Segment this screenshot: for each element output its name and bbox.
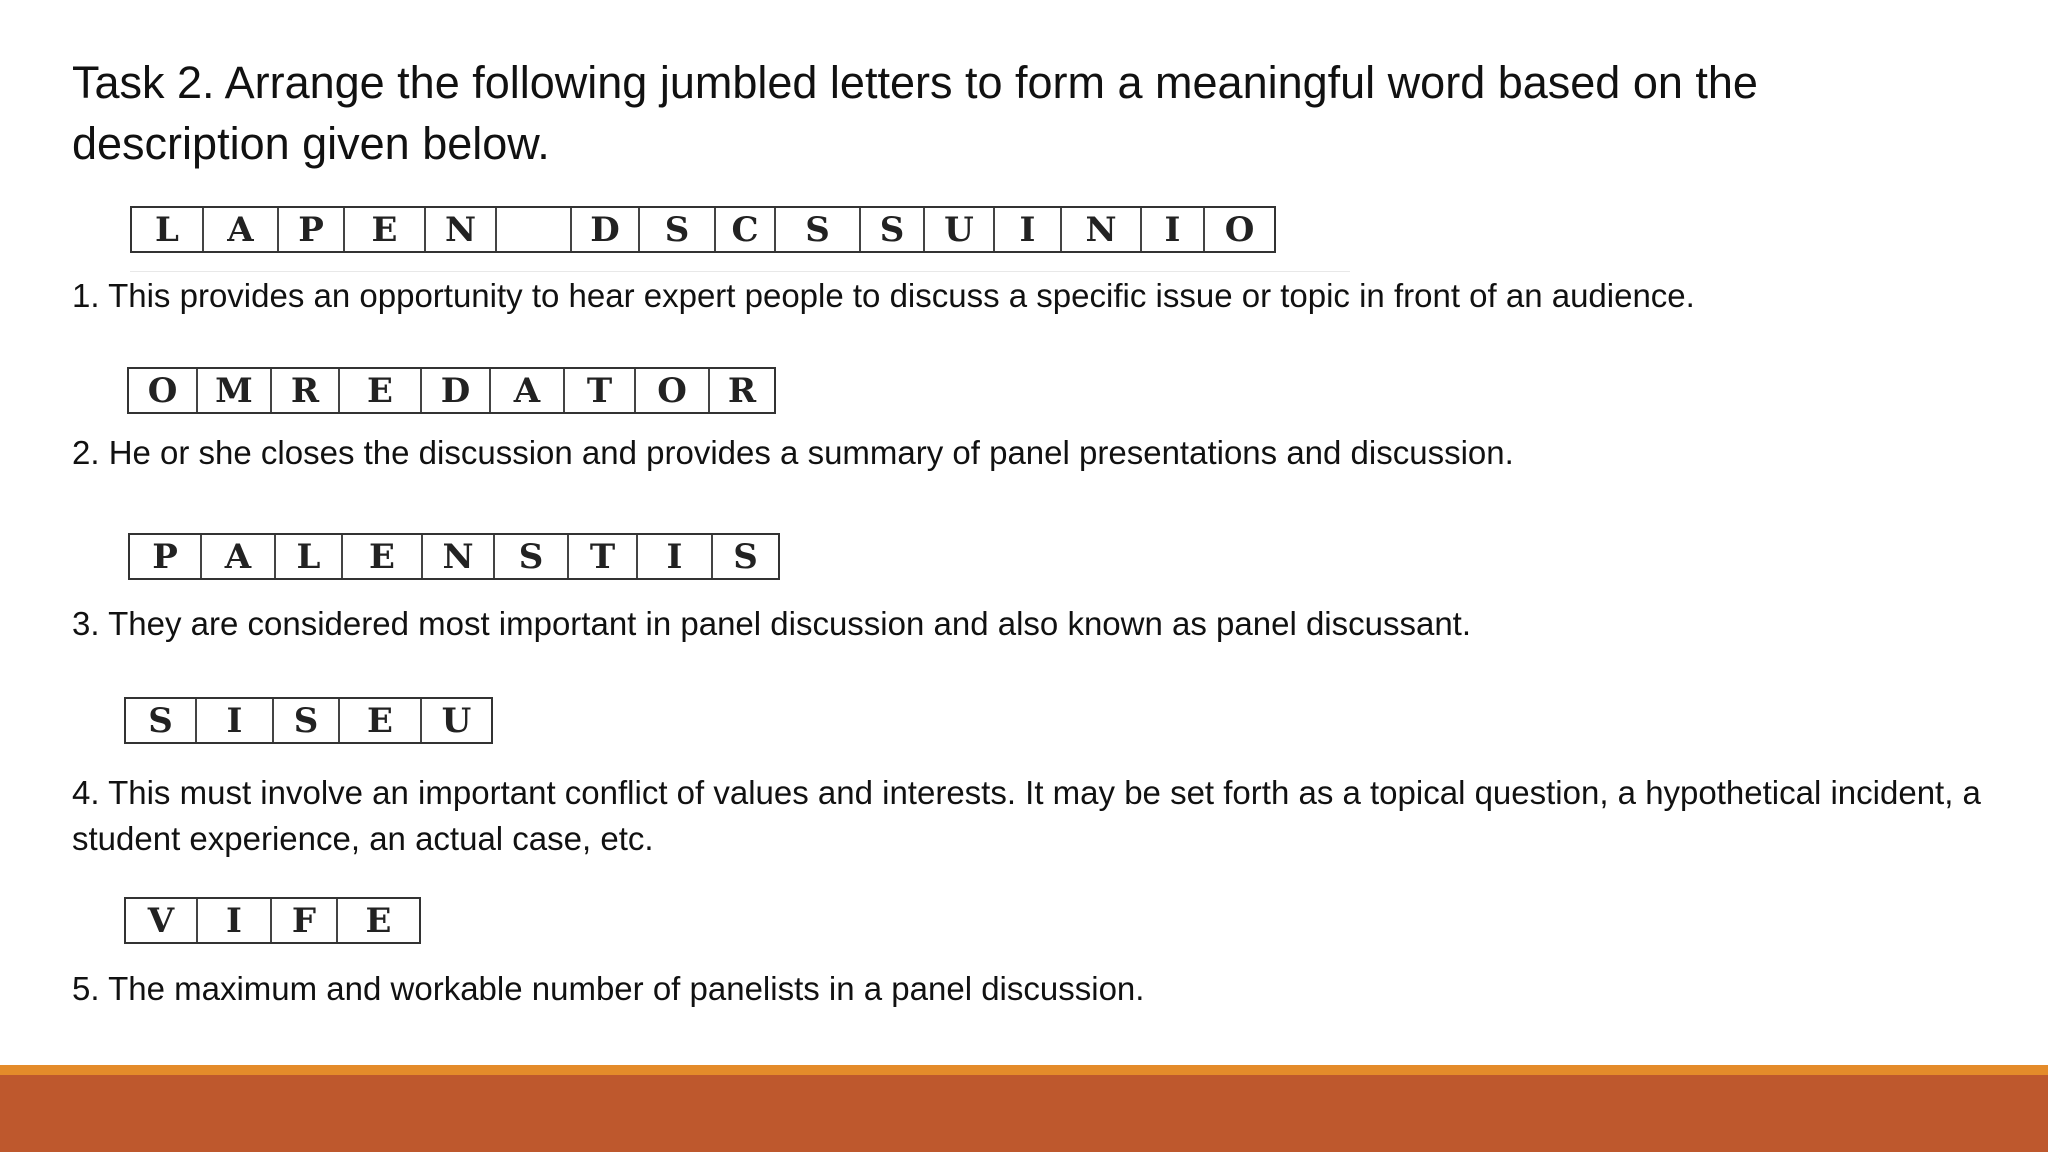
- letter-cell: N: [426, 208, 497, 251]
- letter-cell: S: [126, 699, 197, 742]
- letter-cell: S: [274, 699, 340, 742]
- letter-cell: R: [272, 369, 340, 412]
- letter-cell: R: [727, 370, 757, 411]
- letter-grid-1: [130, 206, 1276, 253]
- letter-cell: N: [423, 535, 495, 578]
- letter-cell: I: [198, 899, 272, 942]
- letter-cell: E: [343, 535, 423, 578]
- letter-cell: C: [716, 208, 776, 251]
- letter-grid-3: [128, 533, 780, 580]
- divider: [130, 271, 1350, 272]
- letter-cell: P: [279, 208, 345, 251]
- letter-cell: F: [272, 899, 338, 942]
- letter-cell: S: [495, 535, 569, 578]
- letter-cell: S: [733, 536, 758, 577]
- footer-band: [0, 1075, 2048, 1152]
- letter-cell: E: [345, 208, 426, 251]
- letter-cell: V: [126, 899, 198, 942]
- item-description-1: 1. This provides an opportunity to hear expert people to discuss a specific issue or topic in front of an audience.: [72, 277, 1695, 314]
- letter-cell: O: [129, 369, 198, 412]
- letter-cell: O: [636, 369, 710, 412]
- item-description-5: 5. The maximum and workable number of panelists in a panel discussion.: [72, 970, 1145, 1007]
- letter-grid-4: [124, 697, 493, 744]
- letter-grid-2: [127, 367, 776, 414]
- letter-cell: I: [995, 208, 1062, 251]
- letter-cell: A: [204, 208, 279, 251]
- task-title: Task 2. Arrange the following jumbled letters to form a meaningful word based on the description given below.: [72, 57, 1758, 169]
- letter-cell: N: [1062, 208, 1142, 251]
- letter-cell: S: [640, 208, 716, 251]
- letter-cell: O: [1224, 209, 1255, 250]
- letter-cell: D: [572, 208, 640, 251]
- letter-cell: E: [340, 699, 422, 742]
- letter-cell: [497, 208, 572, 251]
- letter-cell: D: [422, 369, 491, 412]
- letter-cell: E: [340, 369, 422, 412]
- letter-cell: I: [1142, 208, 1205, 251]
- letter-cell: S: [776, 208, 861, 251]
- letter-cell: S: [861, 208, 925, 251]
- letter-grid-5: [124, 897, 421, 944]
- letter-cell: I: [197, 699, 274, 742]
- letter-cell: U: [925, 208, 995, 251]
- letter-cell: L: [276, 535, 343, 578]
- item-description-2: 2. He or she closes the discussion and provides a summary of panel presentations and discussion.: [72, 434, 1514, 471]
- letter-cell: U: [441, 700, 472, 741]
- letter-cell: A: [202, 535, 276, 578]
- letter-cell: L: [132, 208, 204, 251]
- letter-cell: T: [565, 369, 636, 412]
- letter-cell: I: [638, 535, 713, 578]
- letter-cell: M: [198, 369, 272, 412]
- letter-cell: T: [569, 535, 638, 578]
- letter-cell: A: [491, 369, 565, 412]
- footer-stripe: [0, 1065, 2048, 1075]
- letter-cell: P: [130, 535, 202, 578]
- item-description-3: 3. They are considered most important in panel discussion and also known as panel discussant.: [72, 605, 1472, 642]
- letter-cell: E: [365, 900, 392, 941]
- item-description-4: 4. This must involve an important conflict of values and interests. It may be set forth as a topical question, a hypothetical incident, a student experience, an actual case, etc.: [72, 774, 1981, 857]
